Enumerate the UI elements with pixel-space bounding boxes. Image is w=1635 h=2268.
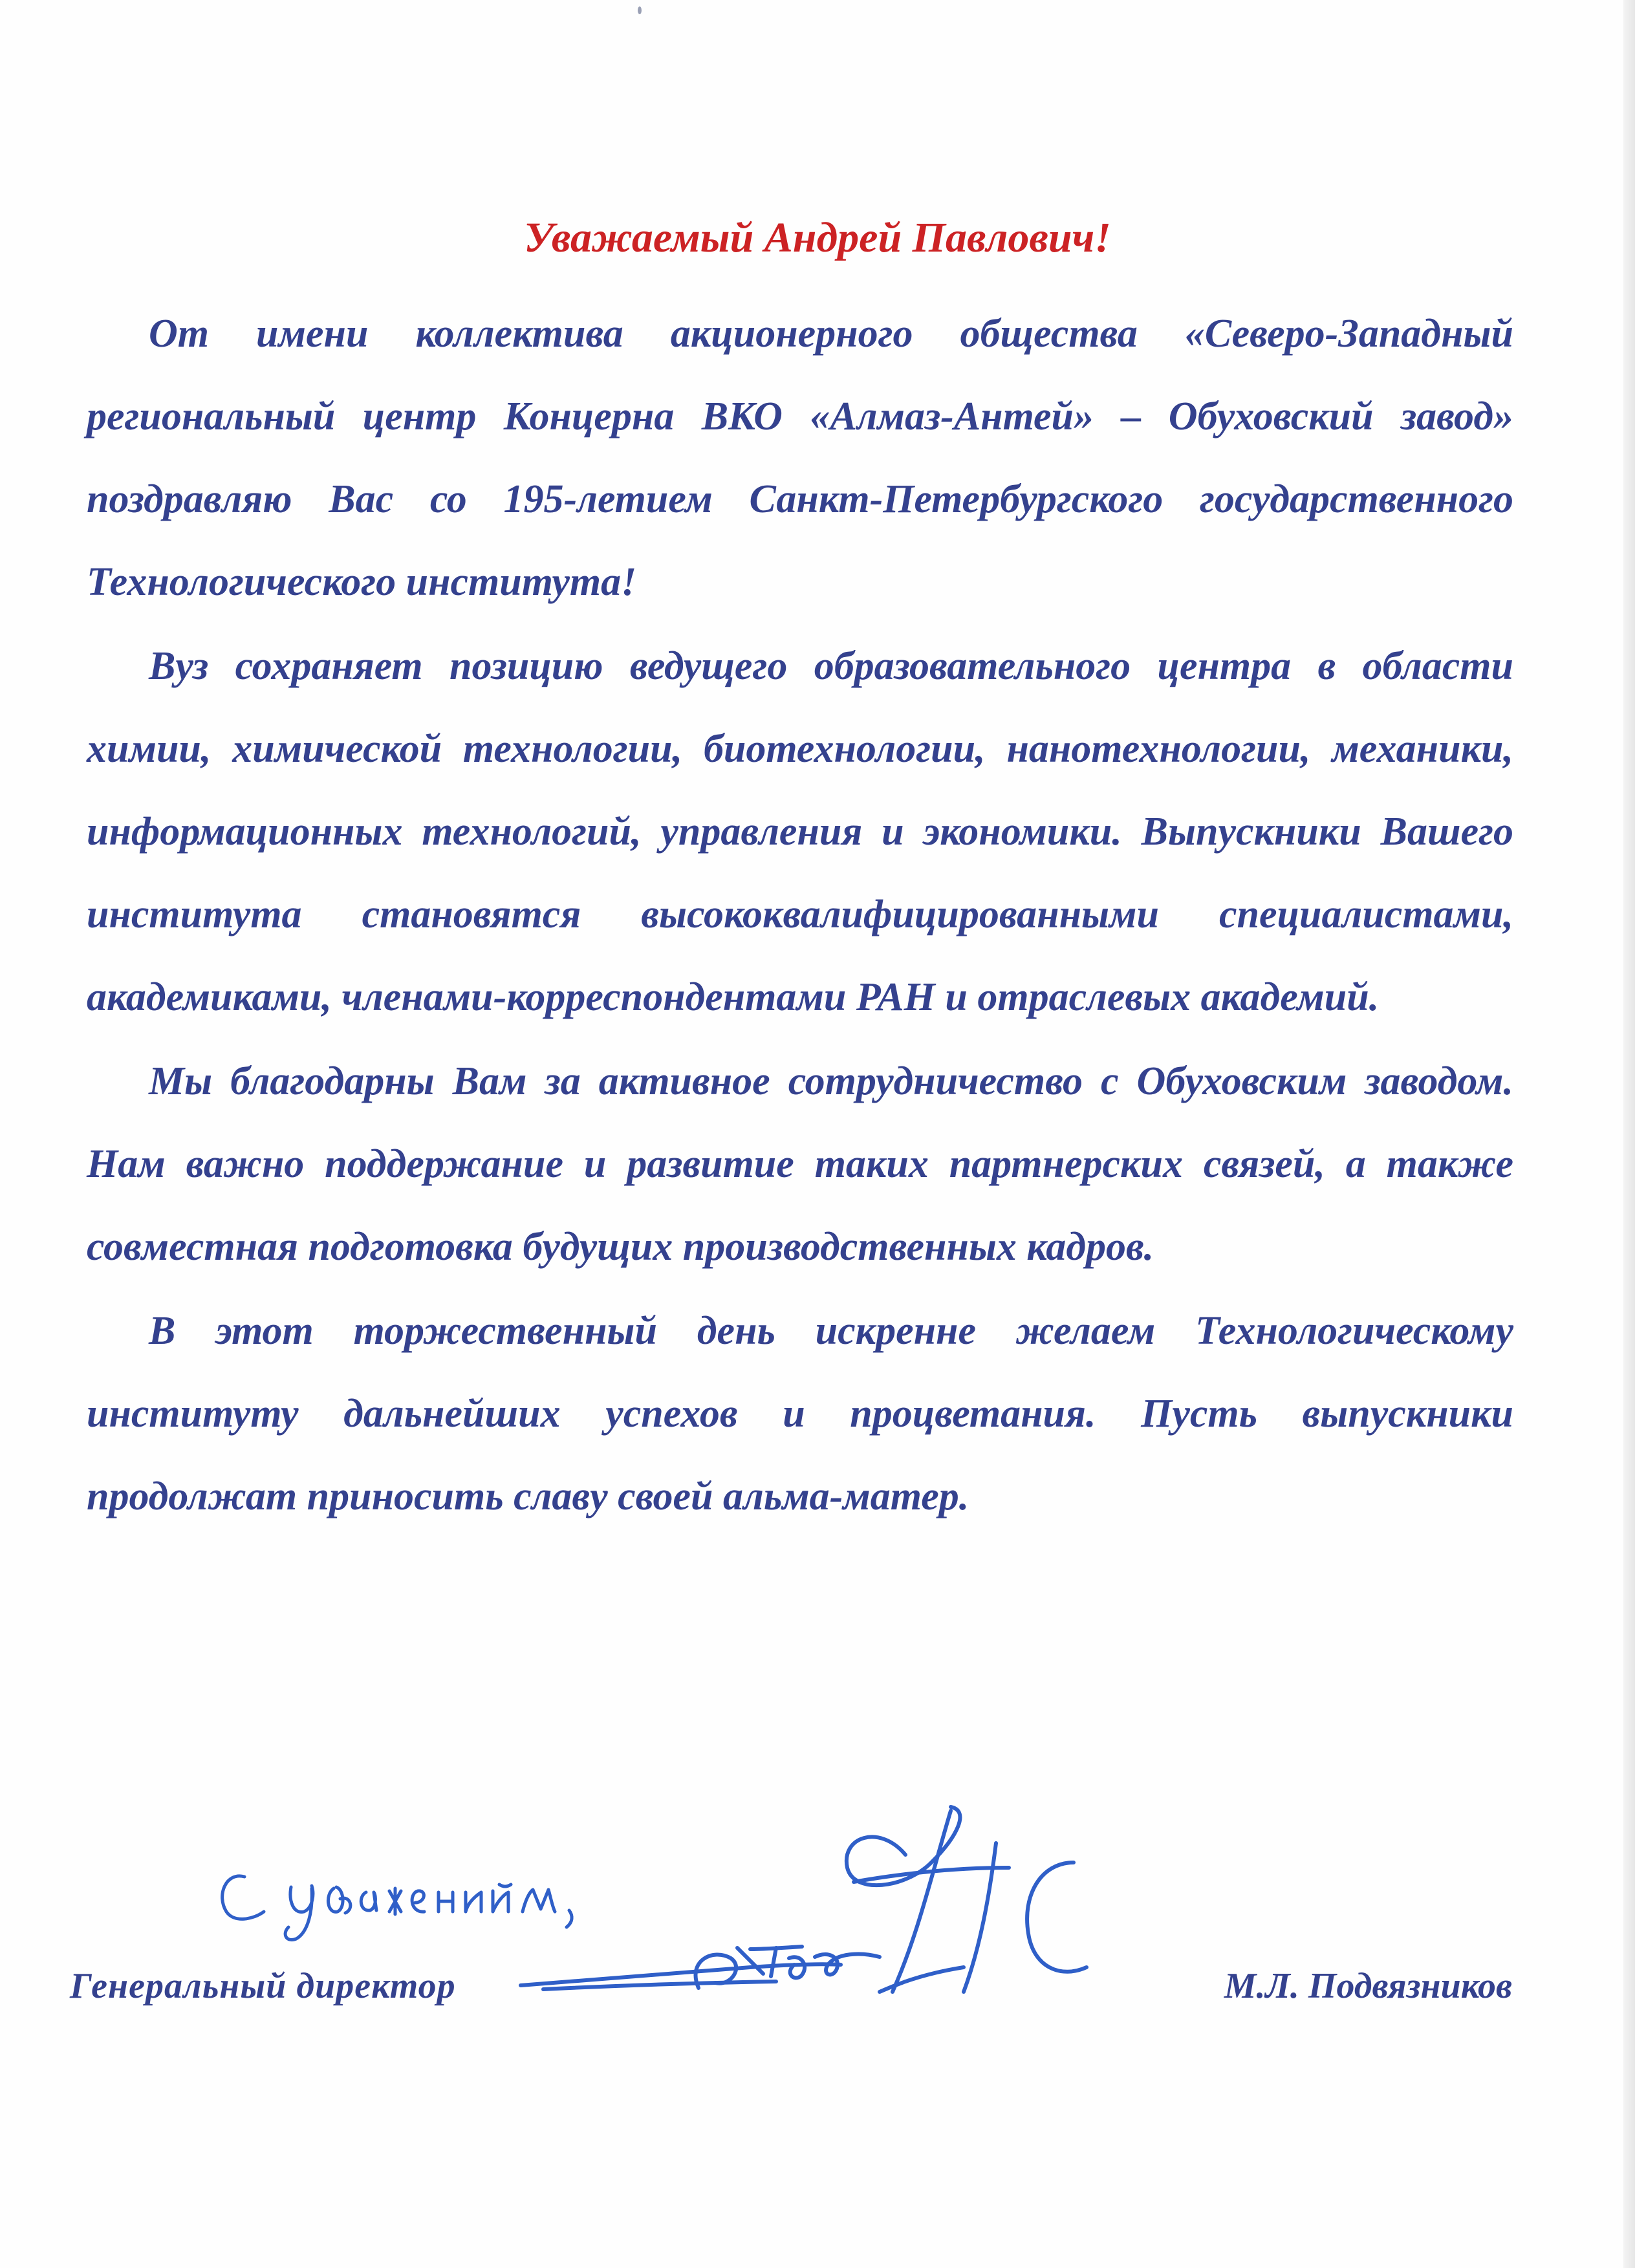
page-edge-shadow (1623, 0, 1635, 2268)
signature-row (70, 1950, 1512, 2022)
scan-speck (638, 6, 642, 14)
paragraph-congratulation: От имени коллектива акционерного общества «Северо-Западный региональный центр Концерна ВКО «Алмаз-Антей» – Обуховский завод» поздравляю Вас со 195-летием Санкт-Петербургского государственного Технологического института! (87, 312, 1513, 604)
signatory-name: М.Л. Подвязников (1224, 1966, 1512, 2006)
paragraph-wishes: В этот торжественный день искренне желаем Технологическому институту дальнейших успехов и процветания. Пусть выпускники продолжат приносить славу своей альма-матер. (87, 1309, 1513, 1518)
paragraph-university-position: Вуз сохраняет позицию ведущего образовательного центра в области химии, химической технологии, биотехнологии, нанотехнологии, механики, информационных технологий, управления и экономики. Выпускники Вашего института становятся высококвалифицированными специалистами, академиками, членами-корреспондентами РАН и отраслевых академий. (87, 644, 1513, 1019)
letter-body (87, 292, 1513, 1539)
signatory-title: Генеральный директор (70, 1966, 456, 2006)
greeting-heading: Уважаемый Андрей Павлович! (524, 214, 1111, 261)
paragraph-cooperation: Мы благодарны Вам за активное сотрудничество с Обуховским заводом. Нам важно поддержание и развитие таких партнерских связей, а также совместная подготовка будущих производственных кадров. (87, 1059, 1513, 1269)
